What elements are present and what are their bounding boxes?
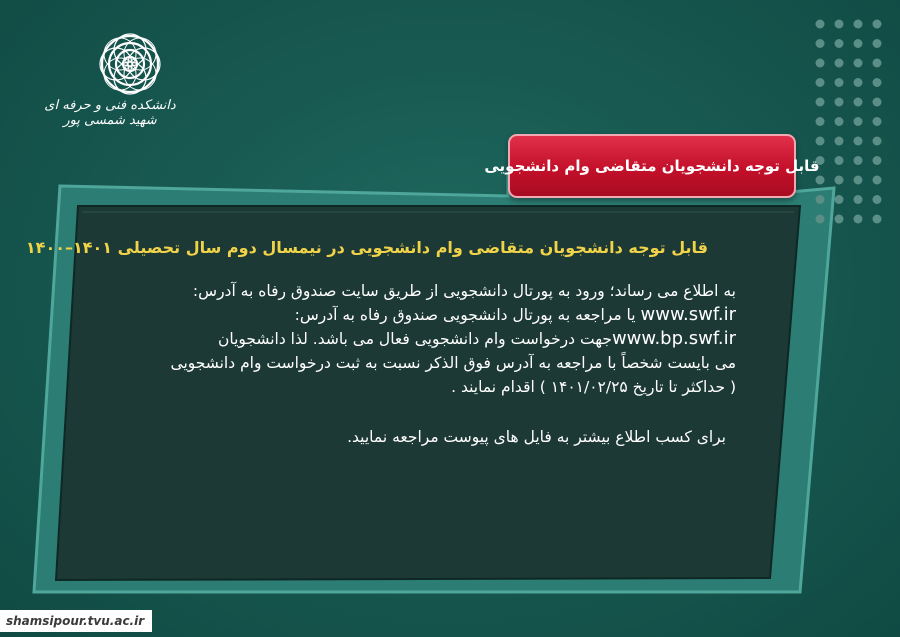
decor-dot bbox=[854, 20, 863, 29]
decor-dot bbox=[835, 98, 844, 107]
decor-dot bbox=[835, 39, 844, 48]
decor-dot bbox=[873, 195, 882, 204]
notice-headline: قابل توجه دانشجویان متقاضی وام دانشجویی در نیمسال دوم سال تحصیلی ۱۴۰۱–۱۴۰۰ bbox=[25, 238, 708, 257]
decor-dot bbox=[873, 156, 882, 165]
decor-dot bbox=[873, 39, 882, 48]
decor-dot bbox=[854, 137, 863, 146]
decor-dot bbox=[835, 176, 844, 185]
site-url-tag[interactable]: shamsipour.tvu.ac.ir bbox=[0, 610, 152, 632]
title-banner bbox=[484, 134, 820, 198]
bp-swf-url-link[interactable]: www.bp.swf.ir bbox=[611, 328, 736, 349]
decor-dot bbox=[816, 98, 825, 107]
dot-pattern-decoration bbox=[812, 16, 892, 236]
decor-dot bbox=[835, 20, 844, 29]
decor-dot bbox=[835, 215, 844, 224]
notice-line-4: می بایست شخصاً با مراجعه به آدرس فوق الذکر نسبت به ثبت درخواست وام دانشجویی bbox=[170, 354, 736, 372]
notice-line-2 bbox=[96, 303, 736, 327]
decor-dot bbox=[873, 117, 882, 126]
decor-dot bbox=[873, 215, 882, 224]
decor-dot bbox=[873, 176, 882, 185]
decor-dot bbox=[835, 117, 844, 126]
decor-dot bbox=[835, 137, 844, 146]
decor-dot bbox=[873, 20, 882, 29]
decor-dot bbox=[854, 98, 863, 107]
decor-dot bbox=[854, 176, 863, 185]
notice-line-1: به اطلاع می رساند؛ ورود به پورتال دانشجویی از طریق سایت صندوق رفاه به آدرس: bbox=[192, 282, 736, 300]
decor-dot bbox=[873, 78, 882, 87]
decor-dot bbox=[816, 117, 825, 126]
decor-dot bbox=[854, 215, 863, 224]
decor-dot bbox=[854, 117, 863, 126]
decor-dot bbox=[816, 215, 825, 224]
decor-dot bbox=[854, 59, 863, 68]
notice-body bbox=[96, 279, 736, 399]
notice-line-5: ( حداکثر تا تاریخ ۱۴۰۱/۰۲/۲۵ ) اقدام نمایند . bbox=[451, 378, 736, 396]
notice-line-3-text: جهت درخواست وام دانشجویی فعال می باشد. لذا دانشجویان bbox=[217, 330, 612, 348]
logo-caption: دانشکده فنی و حرفه ای شهید شمسی پور bbox=[44, 98, 176, 128]
notice-footer: برای کسب اطلاع بیشتر به فایل های پیوست مراجعه نمایید. bbox=[347, 428, 726, 446]
banner-title: قابل توجه دانشجویان متقاضی وام دانشجویی bbox=[484, 157, 820, 175]
decor-dot bbox=[835, 78, 844, 87]
decor-dot bbox=[816, 195, 825, 204]
decor-dot bbox=[816, 176, 825, 185]
swf-url-link[interactable]: www.swf.ir bbox=[640, 304, 736, 325]
decor-dot bbox=[816, 78, 825, 87]
notice-line-2-text: یا مراجعه به پورتال دانشجویی صندوق رفاه به آدرس: bbox=[294, 306, 641, 324]
decor-dot bbox=[835, 59, 844, 68]
decor-dot bbox=[816, 20, 825, 29]
decor-dot bbox=[873, 59, 882, 68]
notice-line-3 bbox=[96, 327, 736, 351]
decor-dot bbox=[854, 195, 863, 204]
decor-dot bbox=[816, 39, 825, 48]
decor-dot bbox=[835, 156, 844, 165]
decor-dot bbox=[854, 39, 863, 48]
decor-dot bbox=[854, 156, 863, 165]
decor-dot bbox=[835, 195, 844, 204]
decor-dot bbox=[873, 137, 882, 146]
decor-dot bbox=[816, 137, 825, 146]
decor-dot bbox=[816, 59, 825, 68]
decor-dot bbox=[854, 78, 863, 87]
decor-dot bbox=[873, 98, 882, 107]
notice-content bbox=[25, 238, 736, 449]
